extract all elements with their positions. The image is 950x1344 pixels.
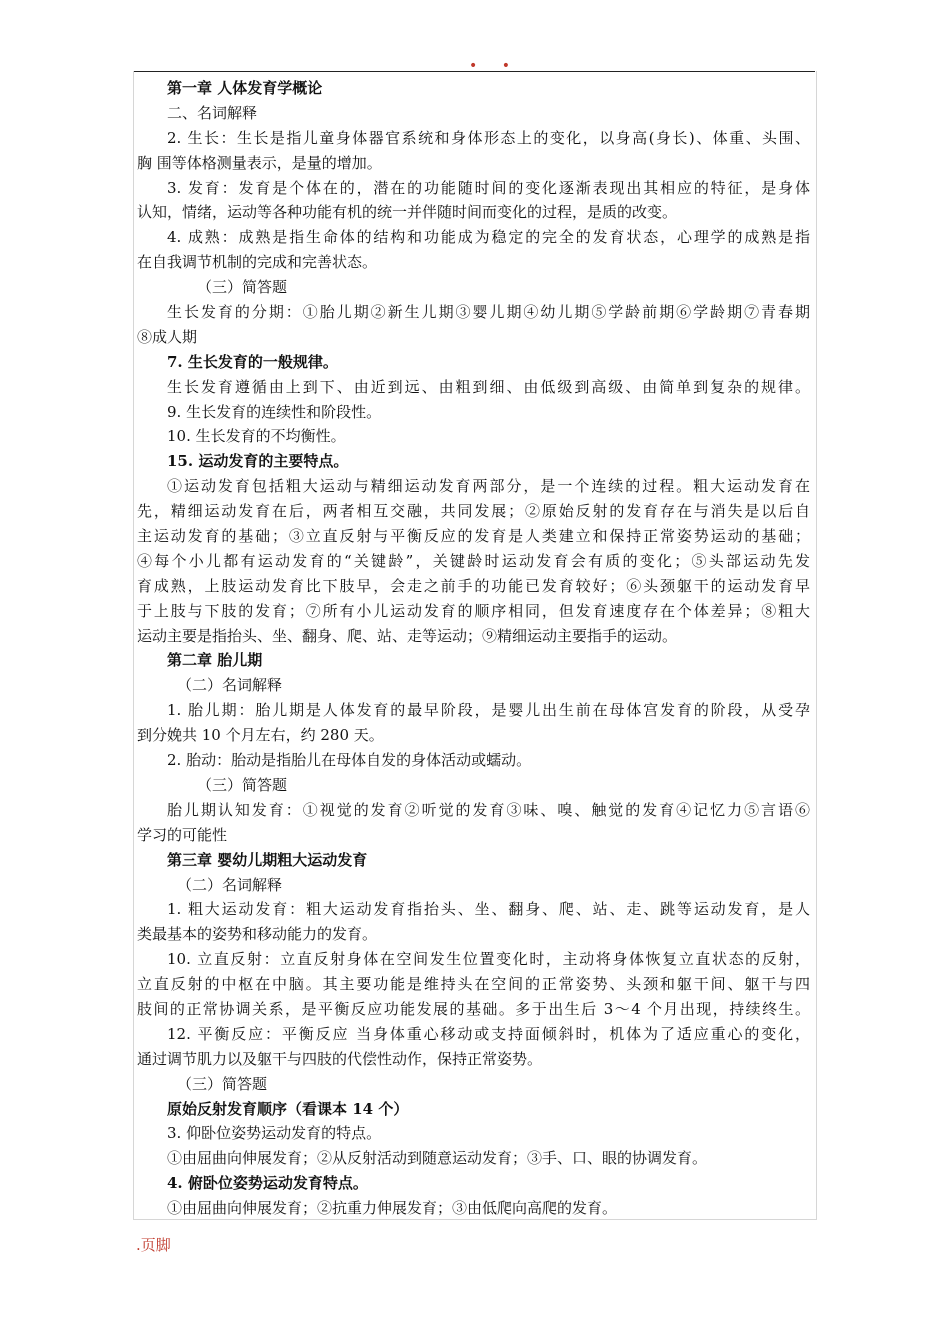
text-line: 育成熟，上肢运动发育比下肢早，会走之前手的功能已发育较好；⑥头颈躯干的运动发育早 xyxy=(137,576,810,595)
text-line: 3. 仰卧位姿势运动发育的特点。 xyxy=(167,1124,382,1143)
text-line: （三）简答题 xyxy=(197,775,288,794)
text-line: 10. 立直反射：立直反射身体在空间发生位置变化时，主动将身体恢复立直状态的反射， xyxy=(167,950,810,969)
text-line: 于上肢与下肢的发育；⑦所有小儿运动发育的顺序相同，但发育速度存在个体差异；⑧粗大 xyxy=(137,601,810,620)
text-line: 胎儿期认知发育：①视觉的发育②听觉的发育③味、嗅、触觉的发育④记忆力⑤言语⑥ xyxy=(167,800,810,819)
text-line: 4. 成熟：成熟是指生命体的结构和功能成为稳定的完全的发育状态，心理学的成熟是指 xyxy=(167,228,810,247)
text-line: （二）名词解释 xyxy=(177,676,283,695)
text-line: 12. 平衡反应：平衡反应 当身体重心移动或支持面倾斜时，机体为了适应重心的变化， xyxy=(167,1024,810,1043)
text-line: （二）名词解释 xyxy=(177,875,283,894)
text-line: 胸 围等体格测量表示，是量的增加。 xyxy=(137,153,382,172)
text-line: 主运动发育的基础；③立直反射与平衡反应的发育是人类建立和保持正常姿势运动的基础； xyxy=(137,527,810,546)
text-line: 3. 发育：发育是个体在的，潜在的功能随时间的变化逐渐表现出其相应的特征，是身体 xyxy=(167,178,810,197)
text-line: ①由屈曲向伸展发育；②抗重力伸展发育；③由低爬向高爬的发育。 xyxy=(167,1199,618,1218)
text-line: 2. 胎动：胎动是指胎儿在母体自发的身体活动或蠕动。 xyxy=(167,751,532,770)
text-line: 生长发育遵循由上到下、由近到远、由粗到细、由低级到高级、由简单到复杂的规律。 xyxy=(167,377,810,396)
text-line: 先，精细运动发育在后，两者相互交融，共同发展；②原始反射的发育存在与消失是以后自 xyxy=(137,502,810,521)
text-line: ④每个小儿都有运动发育的“关键龄”，关键龄时运动发育会有质的变化；⑤头部运动先发 xyxy=(137,551,810,570)
text-line: 10. 生长发育的不均衡性。 xyxy=(167,427,346,446)
text-line: 第一章 人体发育学概论 xyxy=(167,79,323,97)
text-line: 2. 生长：生长是指儿童身体器官系统和身体形态上的变化，以身高(身长)、体重、头围、 xyxy=(167,128,810,147)
text-line: 9. 生长发育的连续性和阶段性。 xyxy=(167,402,382,421)
text-line: （三）简答题 xyxy=(177,1074,268,1093)
text-line: 运动主要是指抬头、坐、翻身、爬、站、走等运动；⑨精细运动主要指手的运动。 xyxy=(137,626,678,645)
text-line: 通过调节肌力以及躯干与四肢的代偿性动作，保持正常姿势。 xyxy=(137,1049,543,1068)
text-line: 15. 运动发育的主要特点。 xyxy=(167,452,349,471)
text-line: 认知，情绪，运动等各种功能有机的统一并伴随时间而变化的过程，是质的改变。 xyxy=(137,203,678,222)
document-body xyxy=(137,76,810,1221)
text-line: 学习的可能性 xyxy=(137,825,228,844)
text-line: 1. 胎儿期：胎儿期是人体发育的最早阶段，是婴儿出生前在母体宫发育的阶段，从受孕 xyxy=(167,701,810,720)
text-line: 立直反射的中枢在中脑。其主要功能是维持头在空间的正常姿势、头颈和躯干间、躯干与四 xyxy=(137,975,810,994)
text-line: 在自我调节机制的完成和完善状态。 xyxy=(137,253,378,272)
text-line: ①由屈曲向伸展发育；②从反射活动到随意运动发育；③手、口、眼的协调发育。 xyxy=(167,1149,708,1168)
text-line: （三）简答题 xyxy=(197,278,288,297)
page-footer: .页脚 xyxy=(136,1236,171,1254)
text-line: 到分娩共 10 个月左右，约 280 天。 xyxy=(137,726,384,745)
text-line: 第三章 婴幼儿期粗大运动发育 xyxy=(167,850,368,869)
text-line: 类最基本的姿势和移动能力的发育。 xyxy=(137,925,378,944)
text-line: 4. 俯卧位姿势运动发育特点。 xyxy=(167,1174,368,1193)
text-line: ①运动发育包括粗大运动与精细运动发育两部分，是一个连续的过程。粗大运动发育在 xyxy=(167,477,810,496)
text-line: 肢间的正常协调关系，是平衡反应功能发展的基础。多于出生后 3～4 个月出现，持续终生。 xyxy=(137,999,810,1018)
text-line: 1. 粗大运动发育：粗大运动发育指抬头、坐、翻身、爬、站、走、跳等运动发育，是人 xyxy=(167,900,810,919)
text-line: 原始反射发育顺序（看课本 14 个） xyxy=(167,1099,409,1118)
text-line: ⑧成人期 xyxy=(137,327,198,346)
header-dots: • • xyxy=(469,58,520,74)
text-line: 生长发育的分期：①胎儿期②新生儿期③婴儿期④幼儿期⑤学龄前期⑥学龄期⑦青春期 xyxy=(167,303,810,322)
text-line: 7. 生长发育的一般规律。 xyxy=(167,352,338,371)
text-line: 第二章 胎儿期 xyxy=(167,651,263,670)
text-line: 二、名词解释 xyxy=(167,103,258,122)
